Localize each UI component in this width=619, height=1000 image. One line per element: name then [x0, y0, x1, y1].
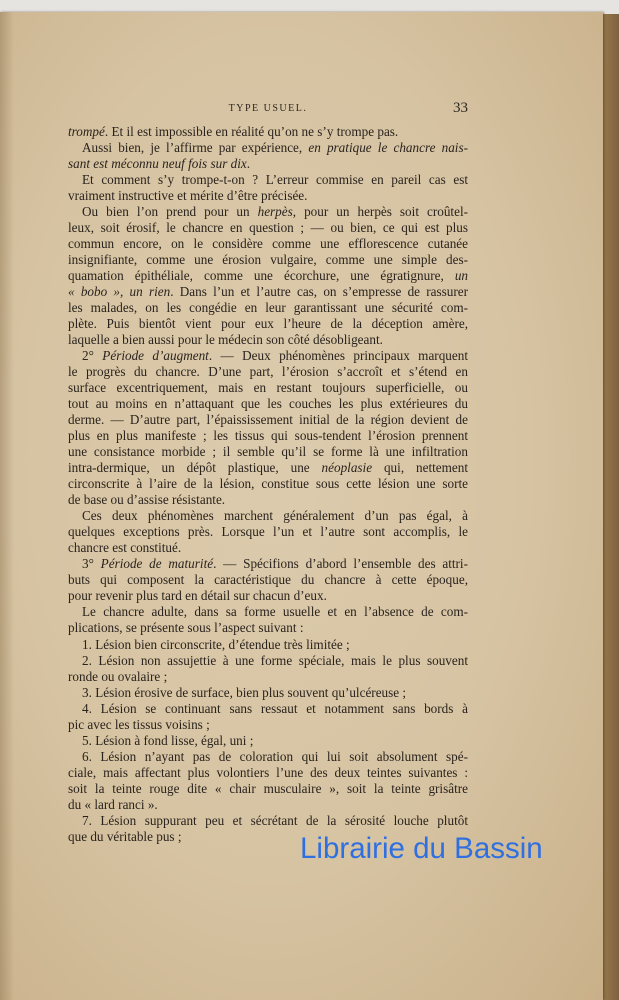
- text-line: [68, 252, 468, 268]
- text-line: [68, 204, 468, 220]
- text-line: [68, 236, 468, 252]
- text-segment: 2. Lésion non assujettie à une forme spéciale, mais le plus souvent: [82, 652, 468, 668]
- text-segment: Ces deux phénomènes marchent généralement d’un pas égal, à: [82, 508, 468, 524]
- text-line: [68, 300, 468, 316]
- text-line: [68, 444, 468, 460]
- text-segment: ronde ou ovalaire ;: [68, 668, 168, 684]
- text-line: [68, 540, 468, 556]
- text-line: [68, 733, 468, 749]
- text-segment: 5. Lésion à fond lisse, égal, uni ;: [82, 732, 254, 748]
- text-segment: plète. Puis bientôt vient pour eux l’heure de la déception amère,: [68, 316, 468, 332]
- text-segment: chancre est constitué.: [68, 540, 182, 556]
- text-segment: . — Deux phénomènes principaux marquent: [208, 348, 468, 364]
- text-segment: 7. Lésion suppurant peu et sécrétant de la sérosité louche plutôt: [82, 812, 468, 828]
- text-line: [68, 316, 468, 332]
- text-segment: de base ou d’assise résistante.: [68, 492, 226, 508]
- text-segment: que du véritable pus ;: [68, 828, 182, 844]
- text-line: [68, 572, 468, 588]
- italic-text: en pratique le chancre nais-: [308, 140, 468, 156]
- italic-text: un: [454, 268, 468, 284]
- text-segment: intra-dermique, un dépôt plastique, une: [68, 460, 322, 476]
- text-segment: . Et il est impossible en réalité qu’on ne s’y trompe pas.: [104, 124, 399, 139]
- text-segment: Le chancre adulte, dans sa forme usuelle et en l’absence de com-: [82, 604, 468, 620]
- text-segment: quamation épithéliale, comme une écorchure, une égratignure,: [68, 268, 455, 284]
- text-line: [68, 332, 468, 348]
- text-line: [68, 268, 468, 284]
- text-segment: 4. Lésion se continuant sans ressaut et notamment sans bords à: [82, 700, 468, 716]
- text-line: [68, 508, 468, 524]
- text-line: [68, 524, 468, 540]
- text-segment: .: [246, 156, 251, 172]
- text-line: [68, 556, 468, 572]
- italic-text: herpès: [257, 204, 293, 220]
- text-segment: ciale, mais affectant plus volontiers l’une des deux teintes suivantes :: [68, 764, 468, 780]
- text-line: [68, 156, 468, 172]
- text-line: [68, 460, 468, 476]
- text-segment: plus en plus manifeste ; les tissus qui sous-tendent l’érosion prennent: [68, 428, 468, 444]
- text-line: [68, 717, 468, 733]
- text-line: [68, 188, 468, 204]
- text-line: [68, 669, 468, 685]
- text-segment: . Dans l’un et l’autre cas, on s’empresse de rassurer: [170, 284, 468, 300]
- text-line: [68, 364, 468, 380]
- text-line: [68, 604, 468, 620]
- text-segment: Ou bien l’on prend pour un: [82, 204, 258, 220]
- italic-text: trompé: [68, 124, 105, 139]
- text-segment: surface excentriquement, mais en restant toujours superficielle, ou: [68, 380, 468, 396]
- text-segment: pour revenir plus tard en détail sur chacun d’eux.: [68, 588, 327, 604]
- text-line: [68, 701, 468, 717]
- text-line: [68, 637, 468, 653]
- text-line: [68, 765, 468, 781]
- text-line: [68, 685, 468, 701]
- body-text: [68, 124, 468, 845]
- text-segment: quelques exceptions près. Lorsque l’un et l’autre sont accomplis, le: [68, 524, 468, 540]
- text-line: [68, 620, 468, 636]
- text-segment: insignifiante, comme une érosion vulgaire, comme une simple des-: [68, 252, 468, 268]
- text-segment: vraiment instructive et mérite d’être précisée.: [68, 188, 308, 204]
- text-segment: laquelle a bien aussi pour le médecin son côté désobligeant.: [68, 332, 383, 348]
- text-line: [68, 653, 468, 669]
- text-line: [68, 140, 468, 156]
- italic-text: Période d’augment: [102, 348, 209, 364]
- text-line: [68, 781, 468, 797]
- text-line: [68, 380, 468, 396]
- text-segment: pic avec les tissus voisins ;: [68, 716, 210, 732]
- italic-text: « bobo », un rien: [68, 284, 171, 300]
- text-segment: derme. — D’autre part, l’épaississement initial de la région devient de: [68, 412, 468, 428]
- text-line: [68, 412, 468, 428]
- text-segment: buts qui composent la caractéristique du chancre à cette époque,: [68, 572, 468, 588]
- text-segment: circonscrite à l’aire de la lésion, constitue sous cette lésion une sorte: [68, 476, 468, 492]
- text-line: [68, 492, 468, 508]
- text-segment: commun encore, on le considère comme une efflorescence cutanée: [68, 236, 468, 252]
- text-segment: leux, soit érosif, le chancre en question ; — ou bien, ce qui est plus: [68, 220, 468, 236]
- text-line: [68, 220, 468, 236]
- text-segment: 6. Lésion n’ayant pas de coloration qui lui soit absolument spé-: [82, 748, 468, 764]
- text-segment: soit la teinte rouge dite « chair musculaire », soit la teinte grisâtre: [68, 780, 468, 796]
- text-segment: 1. Lésion bien circonscrite, d’étendue très limitée ;: [82, 636, 350, 652]
- text-segment: le progrès du chancre. D’une part, l’érosion s’accroît et s’étend en: [68, 364, 468, 380]
- text-segment: . — Spécifions d’abord l’ensemble des attri-: [213, 556, 468, 572]
- text-segment: 3°: [82, 556, 101, 572]
- italic-text: Période de maturité: [100, 556, 214, 572]
- running-title: TYPE USUEL.: [228, 103, 308, 114]
- text-line: [68, 284, 468, 300]
- text-segment: une consistance morbide ; il semble qu’il se forme là une infiltration: [68, 444, 468, 460]
- text-segment: du « lard ranci ».: [68, 796, 158, 812]
- text-segment: 2°: [82, 348, 103, 364]
- page-number: 33: [453, 100, 468, 116]
- text-segment: tout au moins en n’attaquant que les couches les plus extérieures du: [68, 396, 468, 412]
- text-line: [68, 124, 468, 140]
- text-segment: Aussi bien, je l’affirme par expérience,: [82, 140, 309, 156]
- text-line: [68, 172, 468, 188]
- text-segment: , pour un herpès soit croûtel-: [292, 204, 468, 220]
- text-line: [68, 396, 468, 412]
- italic-text: sant est méconnu neuf fois sur dix: [68, 156, 247, 172]
- text-line: [68, 476, 468, 492]
- text-segment: qui, nettement: [372, 460, 468, 476]
- text-line: [68, 428, 468, 444]
- text-line: [68, 588, 468, 604]
- text-segment: 3. Lésion érosive de surface, bien plus souvent qu’ulcéreuse ;: [82, 684, 407, 700]
- text-line: [68, 348, 468, 364]
- text-line: [68, 813, 468, 829]
- page-header: [68, 100, 468, 118]
- watermark: Librairie du Bassin: [300, 832, 543, 865]
- text-segment: Et comment s’y trompe-t-on ? L’erreur commise en pareil cas est: [82, 172, 468, 188]
- text-line: [68, 797, 468, 813]
- text-line: [68, 749, 468, 765]
- text-segment: plications, se présente sous l’aspect suivant :: [68, 620, 304, 636]
- italic-text: néoplasie: [321, 460, 373, 476]
- text-segment: les malades, on les congédie en leur garantissant une sécurité com-: [68, 300, 468, 316]
